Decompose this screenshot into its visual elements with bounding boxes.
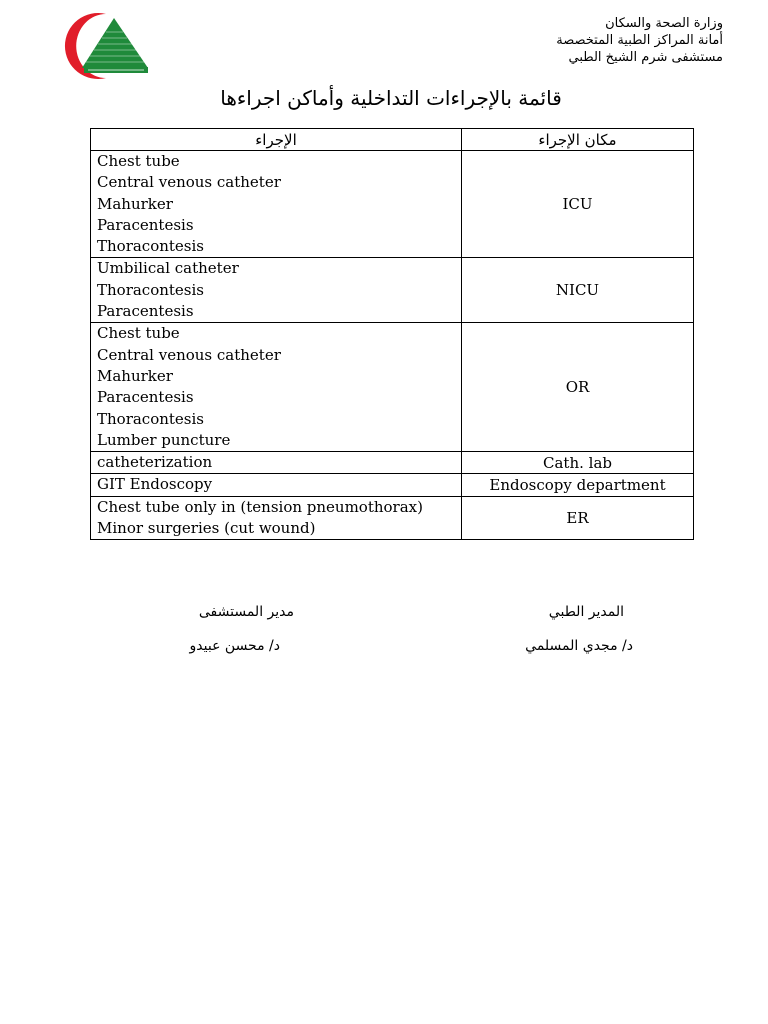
procedures-table (90, 128, 694, 540)
procedure-list-cell (91, 151, 462, 258)
procedure-list-cell (91, 496, 462, 540)
procedure-list-cell (91, 258, 462, 323)
procedure-location-cell: ICU (462, 151, 694, 258)
procedure-item: Thoracontesis (97, 237, 204, 256)
document-title: قائمة بالإجراءات التداخلية وأماكن اجراءها (220, 86, 562, 110)
medical-director-name: د/ مجدي المسلمي (525, 638, 633, 654)
procedure-location-cell: Cath. lab (462, 452, 694, 474)
hospital-director-title: مدير المستشفى (198, 604, 294, 620)
procedure-item: Minor surgeries (cut wound) (97, 519, 316, 538)
procedure-item: Mahurker (97, 194, 173, 213)
procedure-list-cell (91, 452, 462, 474)
table-row (91, 323, 694, 452)
procedure-list-cell (91, 474, 462, 496)
procedure-location-cell: ER (462, 496, 694, 540)
procedure-item: GIT Endoscopy (97, 475, 213, 494)
procedure-item: Mahurker (97, 366, 173, 385)
procedure-item: Chest tube (97, 324, 180, 343)
table-row (91, 258, 694, 323)
procedure-item: Paracentesis (97, 388, 194, 407)
table-row (91, 452, 694, 474)
table-row (91, 496, 694, 540)
procedure-item: Paracentesis (97, 215, 194, 234)
location-column-header: مكان الإجراء (462, 129, 694, 151)
procedure-location-cell: Endoscopy department (462, 474, 694, 496)
procedure-item: Thoracontesis (97, 409, 204, 428)
letterhead (556, 15, 723, 66)
procedure-item: Central venous catheter (97, 345, 281, 364)
table-row (91, 474, 694, 496)
ministry-name: وزارة الصحة والسكان (605, 16, 723, 31)
procedure-item: Chest tube only in (tension pneumothorax) (97, 497, 423, 516)
procedure-column-header: الإجراء (91, 129, 462, 151)
hospital-logo-icon (64, 12, 150, 80)
procedure-item: Thoracontesis (97, 280, 204, 299)
procedure-item: catheterization (97, 453, 213, 472)
procedure-location-cell: NICU (462, 258, 694, 323)
table-row (91, 151, 694, 258)
hospital-director-name: د/ محسن عبيدو (189, 638, 280, 654)
procedure-item: Paracentesis (97, 302, 194, 321)
procedure-item: Lumber puncture (97, 430, 231, 449)
procedure-list-cell (91, 323, 462, 452)
medical-director-title: المدير الطبي (548, 604, 624, 620)
procedure-location-cell: OR (462, 323, 694, 452)
procedure-item: Central venous catheter (97, 173, 281, 192)
procedure-item: Umbilical catheter (97, 259, 239, 278)
authority-name: أمانة المراكز الطبية المتخصصة (556, 33, 723, 48)
hospital-name: مستشفى شرم الشيخ الطبي (568, 50, 723, 65)
table-header-row (91, 129, 694, 151)
procedure-item: Chest tube (97, 152, 180, 170)
